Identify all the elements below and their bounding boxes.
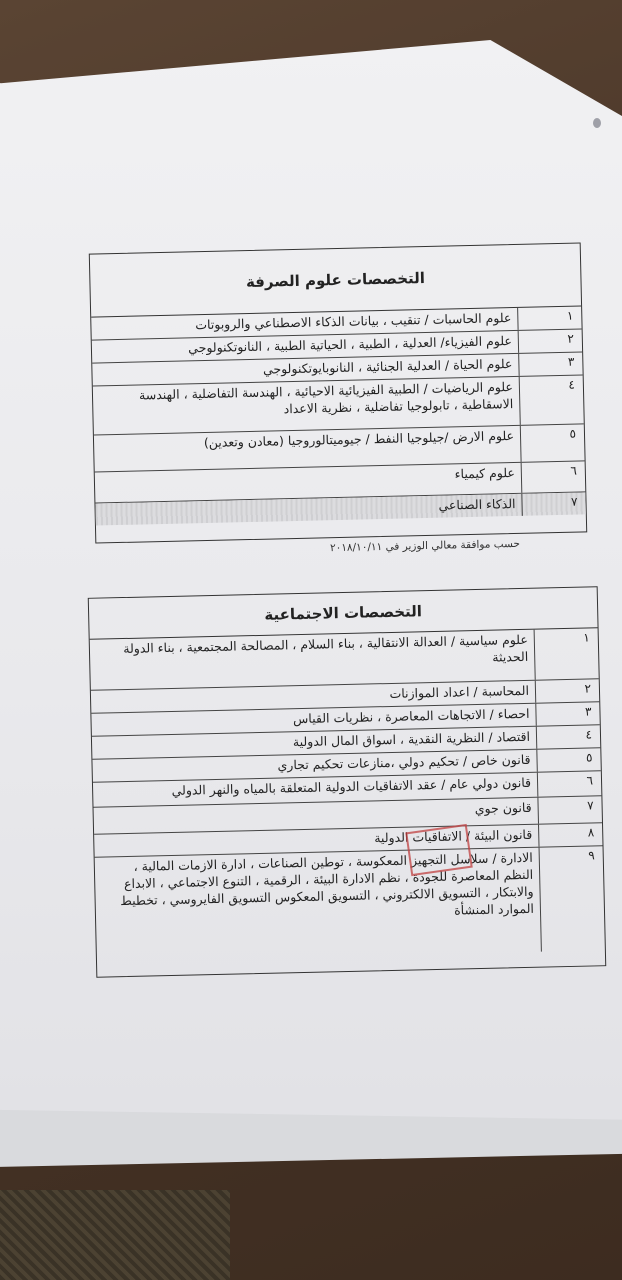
table-pure-sciences xyxy=(89,242,587,543)
table-row: ٦ قانون دولي عام / عقد الاتفاقيات الدولية المتعلقة بالمياه والنهر الدولي xyxy=(93,771,601,808)
table-row: ٨ قانون البيئة / الاتفاقيات الدولية xyxy=(94,823,602,858)
table-social-sciences xyxy=(88,586,606,977)
table-title: التخصصات علوم الصرفة xyxy=(90,243,581,317)
table-row: ١ علوم الحاسبات / تنقيب ، بيانات الذكاء الاصطناعي والروبوتات xyxy=(91,306,581,340)
table-row: ٥ علوم الارض /جيلوجيا النفط / جيوميتالوروجيا (معادن وتعدين) xyxy=(94,424,585,472)
red-stamp-mark xyxy=(405,824,473,876)
table-row: ٤ اقتصاد / النظرية النقدية ، اسواق المال الدولية xyxy=(92,725,600,760)
table-row: ٧ الذكاء الصناعي xyxy=(95,492,585,525)
table-row: ٥ قانون خاص / تحكيم دولي ،منازعات تحكيم تجاري xyxy=(92,748,600,783)
table-title: التخصصات الاجتماعية xyxy=(89,587,598,640)
table-row: ٩ الادارة / سلاسل التجهيز المعكوسة ، توطين الصناعات ، ادارة الازمات المالية ، النظم المعاصرة للجودة ، نظم الادارة البيئة ، الرقمية ، التنوع الاجتماعي ، الابداع والابتكار ، التسويق الالكتروني ، التسويق المعكوس التسويق الفايروسي ، تخطيط الموارد المنشأة xyxy=(95,846,605,961)
approval-note: حسب موافقة معالي الوزير في ٢٠١٨/١٠/١١ xyxy=(329,537,521,555)
table-row: ٢ المحاسبة / اعداد الموازنات xyxy=(91,679,599,714)
table-row: ٢ علوم الفيزياء/ العدلية ، الطبية ، الحياتية الطبية ، النانوتكنولوجي xyxy=(92,329,582,363)
punch-hole xyxy=(593,118,601,128)
fabric-background xyxy=(0,1190,230,1280)
table-row: ٣ احصاء / الاتجاهات المعاصرة ، نظريات القياس xyxy=(91,702,599,737)
table-row: ١ علوم سياسية / العدالة الانتقالية ، بناء السلام ، المصالحة المجتمعية ، بناء الدولة الحديثة xyxy=(90,628,599,691)
table-row: ٣ علوم الحياة / العدلية الجنائية ، النانوبايوتكنولوجي xyxy=(92,352,582,386)
table-row: ٦ علوم كيمياء xyxy=(95,461,586,503)
table-row: ٧ قانون جوي xyxy=(94,796,602,835)
table-row: ٤ علوم الرياضيات / الطبية الفيزيائية الاحيائية ، الهندسة التفاضلية ، الهندسة الاسقاطية ، تابولوجيا تفاضلية ، نظرية الاعداد xyxy=(93,375,584,435)
